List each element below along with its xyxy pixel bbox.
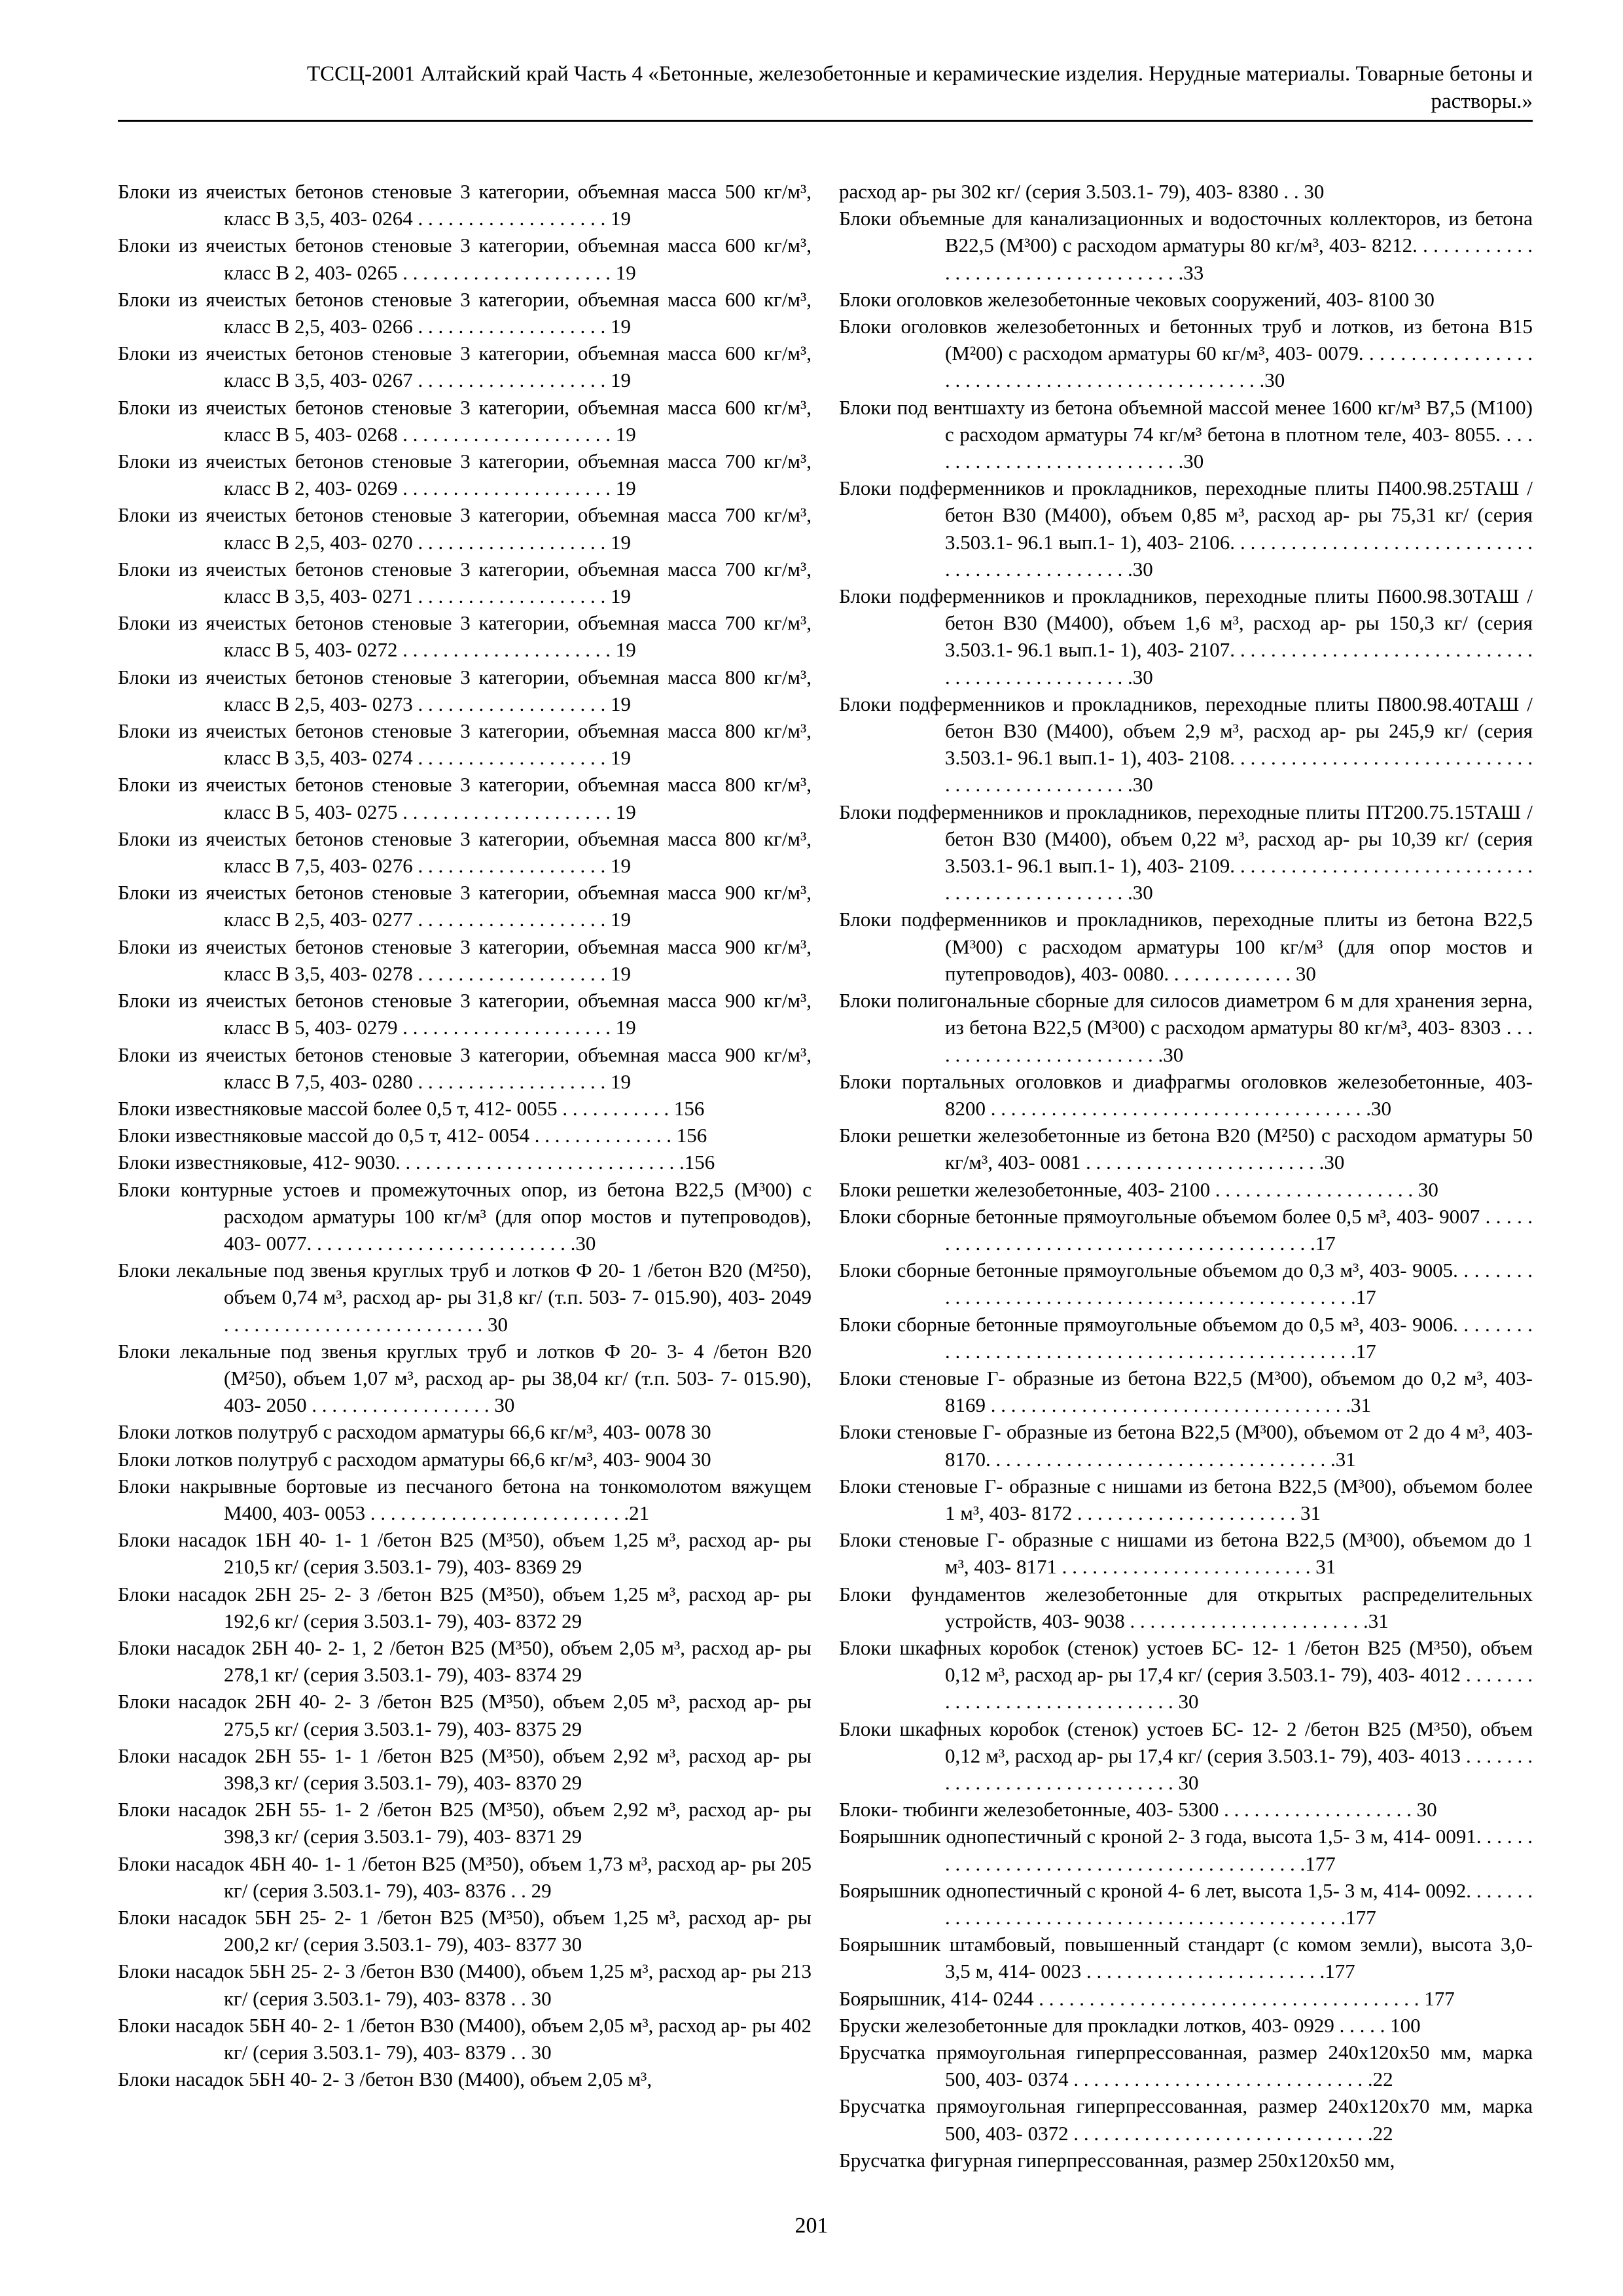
- index-entry: Блоки насадок 1БН 40- 1- 1 /бетон В25 (М³50), объем 1,25 м³, расход ар- ры 210,5 кг/ (серия 3.503.1- 79), 403- 8369 29: [118, 1528, 812, 1579]
- index-entry: Блоки лотков полутруб с расходом арматуры 66,6 кг/м³, 403- 9004 30: [118, 1447, 711, 1471]
- index-entry: Блоки из ячеистых бетонов стеновые 3 категории, объемная масса 600 кг/м³, класс В 3,5, 403- 0267 . . . . . . . . . . . . . . . . . . . 19: [118, 342, 812, 392]
- page-number: 201: [794, 2214, 829, 2238]
- index-entry: Блоки полигональные сборные для силосов диаметром 6 м для хранения зерна, из бетона В22,5 (М³00) с расходом арматуры 80 кг/м³, 403- 8303 . . . . . . . . . . . . . . . . . . . . . . . . .30: [839, 989, 1533, 1066]
- index-entry: Блоки решетки железобетонные из бетона В20 (М²50) с расходом арматуры 50 кг/м³, 403- 0081 . . . . . . . . . . . . . . . . . . . . . . . .30: [839, 1124, 1533, 1174]
- left-column: [118, 178, 812, 2092]
- index-entry: Блоки подферменников и прокладников, переходные плиты П400.98.25ТАШ /бетон В30 (М400), объем 0,85 м³, расход ар- ры 75,31 кг/ (серия 3.503.1- 96.1 вып.1- 1), 403- 2106. . . . . . . . . . . . . . . . . . . . . . . . . . . . . . . . . . . . . . . . . . . . . . . . .30: [839, 476, 1533, 581]
- index-entry: Боярышник, 414- 0244 . . . . . . . . . . . . . . . . . . . . . . . . . . . . . . . . . . . . . . 177: [839, 1986, 1455, 2010]
- index-entry: Блоки оголовков железобетонных и бетонных труб и лотков, из бетона В15 (М²00) с расходом арматуры 60 кг/м³, 403- 0079. . . . . . . . . . . . . . . . . . . . . . . . . . . . . . . . . . . . . . . . . . . . . . . . .30: [839, 315, 1533, 392]
- index-entry: Блоки из ячеистых бетонов стеновые 3 категории, объемная масса 800 кг/м³, класс В 5, 403- 0275 . . . . . . . . . . . . . . . . . . . . . 19: [118, 773, 812, 823]
- running-header-line-1: ТССЦ-2001 Алтайский край Часть 4 «Бетонные, железобетонные и керамические изделия. Нерудные материалы. Товарные бетоны и: [307, 62, 1533, 86]
- index-entry: Блоки шкафных коробок (стенок) устоев БС- 12- 1 /бетон В25 (М³50), объем 0,12 м³, расход ар- ры 17,4 кг/ (серия 3.503.1- 79), 403- 4012 . . . . . . . . . . . . . . . . . . . . . . . . . . . . . . 30: [839, 1636, 1533, 1713]
- right-column: [839, 178, 1533, 2174]
- index-entry: Блоки лотков полутруб с расходом арматуры 66,6 кг/м³, 403- 0078 30: [118, 1420, 711, 1444]
- index-entry: Блоки из ячеистых бетонов стеновые 3 категории, объемная масса 900 кг/м³, класс В 3,5, 403- 0278 . . . . . . . . . . . . . . . . . . . 19: [118, 935, 812, 985]
- index-entry: Блоки насадок 2БН 40- 2- 1, 2 /бетон В25 (М³50), объем 2,05 м³, расход ар- ры 278,1 кг/ (серия 3.503.1- 79), 403- 8374 29: [118, 1636, 812, 1687]
- index-entry: Брусчатка фигурная гиперпрессованная, размер 250х120х50 мм,: [839, 2148, 1395, 2172]
- index-entry: Блоки из ячеистых бетонов стеновые 3 категории, объемная масса 900 кг/м³, класс В 2,5, 403- 0277 . . . . . . . . . . . . . . . . . . . 19: [118, 881, 812, 931]
- index-entry: Блоки насадок 5БН 40- 2- 3 /бетон В30 (М400), объем 2,05 м³,: [118, 2068, 652, 2091]
- index-entry: Блоки- тюбинги железобетонные, 403- 5300 . . . . . . . . . . . . . . . . . . . 30: [839, 1798, 1437, 1821]
- index-entry: Блоки из ячеистых бетонов стеновые 3 категории, объемная масса 800 кг/м³, класс В 3,5, 403- 0274 . . . . . . . . . . . . . . . . . . . 19: [118, 719, 812, 770]
- index-entry: Блоки стеновые Г- образные из бетона В22,5 (М³00), объемом от 2 до 4 м³, 403- 8170. . . . . . . . . . . . . . . . . . . . . . . . . . . . . . . . . . .31: [839, 1420, 1533, 1471]
- index-entry: Блоки из ячеистых бетонов стеновые 3 категории, объемная масса 700 кг/м³, класс В 2, 403- 0269 . . . . . . . . . . . . . . . . . . . . . 19: [118, 450, 812, 500]
- index-entry: Блоки шкафных коробок (стенок) устоев БС- 12- 2 /бетон В25 (М³50), объем 0,12 м³, расход ар- ры 17,4 кг/ (серия 3.503.1- 79), 403- 4013 . . . . . . . . . . . . . . . . . . . . . . . . . . . . . . 30: [839, 1717, 1533, 1794]
- index-entry: Блоки подферменников и прокладников, переходные плиты из бетона В22,5 (М³00) с расходом арматуры 100 кг/м³ (для опор мостов и путепроводов), 403- 0080. . . . . . . . . . . . . 30: [839, 908, 1533, 985]
- index-entry: Блоки оголовков железобетонные чековых сооружений, 403- 8100 30: [839, 287, 1435, 311]
- index-entry: Блоки лекальные под звенья круглых труб и лотков Ф 20- 1 /бетон В20 (М²50), объем 0,74 м³, расход ар- ры 31,8 кг/ (т.п. 503- 7- 015.90), 403- 2049 . . . . . . . . . . . . . . . . . . . . . . . . . . 30: [118, 1259, 812, 1336]
- index-entry: Блоки сборные бетонные прямоугольные объемом до 0,5 м³, 403- 9006. . . . . . . . . . . . . . . . . . . . . . . . . . . . . . . . . . . . . . . . . . . . . . . . .17: [839, 1312, 1533, 1363]
- running-header-line-2: растворы.»: [1431, 90, 1533, 113]
- index-entry: Блоки из ячеистых бетонов стеновые 3 категории, объемная масса 600 кг/м³, класс В 2,5, 403- 0266 . . . . . . . . . . . . . . . . . . . 19: [118, 287, 812, 338]
- index-entry: Блоки стеновые Г- образные с нишами из бетона В22,5 (М³00), объемом более 1 м³, 403- 8172 . . . . . . . . . . . . . . . . . . . . . . 31: [839, 1474, 1533, 1524]
- index-entry: Блоки из ячеистых бетонов стеновые 3 категории, объемная масса 700 кг/м³, класс В 3,5, 403- 0271 . . . . . . . . . . . . . . . . . . . 19: [118, 557, 812, 608]
- running-header: [118, 60, 1533, 115]
- index-entry: Блоки из ячеистых бетонов стеновые 3 категории, объемная масса 900 кг/м³, класс В 5, 403- 0279 . . . . . . . . . . . . . . . . . . . . . 19: [118, 989, 812, 1039]
- header-rule: [118, 120, 1533, 122]
- index-entry: Блоки решетки железобетонные, 403- 2100 . . . . . . . . . . . . . . . . . . . . 30: [839, 1177, 1438, 1201]
- index-entry: Блоки известняковые массой более 0,5 т, 412- 0055 . . . . . . . . . . . 156: [118, 1096, 705, 1120]
- index-entry: Блоки объемные для канализационных и водосточных коллекторов, из бетона В22,5 (М³00) с расходом арматуры 80 кг/м³, 403- 8212. . . . . . . . . . . . . . . . . . . . . . . . . . . . . . . . . . . .33: [839, 207, 1533, 284]
- index-entry: Бруски железобетонные для прокладки лотков, 403- 0929 . . . . . 100: [839, 2013, 1421, 2037]
- index-entry: Блоки насадок 2БН 55- 1- 2 /бетон В25 (М³50), объем 2,92 м³, расход ар- ры 398,3 кг/ (серия 3.503.1- 79), 403- 8371 29: [118, 1798, 812, 1848]
- index-entry: Блоки насадок 2БН 25- 2- 3 /бетон В25 (М³50), объем 1,25 м³, расход ар- ры 192,6 кг/ (серия 3.503.1- 79), 403- 8372 29: [118, 1582, 812, 1632]
- index-entry: Блоки из ячеистых бетонов стеновые 3 категории, объемная масса 500 кг/м³, класс В 3,5, 403- 0264 . . . . . . . . . . . . . . . . . . . 19: [118, 180, 812, 230]
- index-entry: Блоки насадок 2БН 40- 2- 3 /бетон В25 (М³50), объем 2,05 м³, расход ар- ры 275,5 кг/ (серия 3.503.1- 79), 403- 8375 29: [118, 1690, 812, 1740]
- index-entry: Блоки из ячеистых бетонов стеновые 3 категории, объемная масса 600 кг/м³, класс В 2, 403- 0265 . . . . . . . . . . . . . . . . . . . . . 19: [118, 234, 812, 284]
- index-entry: Блоки из ячеистых бетонов стеновые 3 категории, объемная масса 600 кг/м³, класс В 5, 403- 0268 . . . . . . . . . . . . . . . . . . . . . 19: [118, 395, 812, 446]
- index-entry: Блоки насадок 4БН 40- 1- 1 /бетон В25 (М³50), объем 1,73 м³, расход ар- ры 205 кг/ (серия 3.503.1- 79), 403- 8376 . . 29: [118, 1852, 812, 1902]
- index-entry: Блоки лекальные под звенья круглых труб и лотков Ф 20- 3- 4 /бетон В20 (М²50), объем 1,07 м³, расход ар- ры 38,04 кг/ (т.п. 503- 7- 015.90), 403- 2050 . . . . . . . . . . . . . . . . . . 30: [118, 1339, 812, 1417]
- index-entry: Блоки из ячеистых бетонов стеновые 3 категории, объемная масса 800 кг/м³, класс В 7,5, 403- 0276 . . . . . . . . . . . . . . . . . . . 19: [118, 827, 812, 878]
- index-entry: Блоки сборные бетонные прямоугольные объемом до 0,3 м³, 403- 9005. . . . . . . . . . . . . . . . . . . . . . . . . . . . . . . . . . . . . . . . . . . . . . . . .17: [839, 1259, 1533, 1309]
- index-entry: Блоки накрывные бортовые из песчаного бетона на тонкомолотом вяжущем М400, 403- 0053 . . . . . . . . . . . . . . . . . . . . . . . . . .21: [118, 1474, 812, 1524]
- index-entry: Блоки из ячеистых бетонов стеновые 3 категории, объемная масса 800 кг/м³, класс В 2,5, 403- 0273 . . . . . . . . . . . . . . . . . . . 19: [118, 665, 812, 715]
- index-entry: Блоки контурные устоев и промежуточных опор, из бетона В22,5 (М³00) с расходом арматуры 100 кг/м³ (для опор мостов и путепроводов), 403- 0077. . . . . . . . . . . . . . . . . . . . . . . . . . .30: [118, 1177, 812, 1255]
- index-entry: Блоки стеновые Г- образные с нишами из бетона В22,5 (М³00), объемом до 1 м³, 403- 8171 . . . . . . . . . . . . . . . . . . . . . . . . . 31: [839, 1528, 1533, 1579]
- index-entry: Блоки под вентшахту из бетона объемной массой менее 1600 кг/м³ В7,5 (М100) с расходом арматуры 74 кг/м³ бетона в плотном теле, 403- 8055. . . . . . . . . . . . . . . . . . . . . . . . . . . .30: [839, 395, 1533, 473]
- index-entry: Блоки известняковые, 412- 9030. . . . . . . . . . . . . . . . . . . . . . . . . . . . .156: [118, 1151, 715, 1174]
- index-entry: Блоки насадок 5БН 25- 2- 1 /бетон В25 (М³50), объем 1,25 м³, расход ар- ры 200,2 кг/ (серия 3.503.1- 79), 403- 8377 30: [118, 1906, 812, 1956]
- index-entry: Блоки известняковые массой до 0,5 т, 412- 0054 . . . . . . . . . . . . . . 156: [118, 1124, 707, 1147]
- index-entry: Блоки стеновые Г- образные из бетона В22,5 (М³00), объемом до 0,2 м³, 403- 8169 . . . . . . . . . . . . . . . . . . . . . . . . . . . . . . . . . . . .31: [839, 1366, 1533, 1417]
- index-entry: Брусчатка прямоугольная гиперпрессованная, размер 240х120х50 мм, марка 500, 403- 0374 . . . . . . . . . . . . . . . . . . . . . . . . . . . . . .22: [839, 2041, 1533, 2091]
- index-entry: Блоки насадок 5БН 25- 2- 3 /бетон В30 (М400), объем 1,25 м³, расход ар- ры 213 кг/ (серия 3.503.1- 79), 403- 8378 . . 30: [118, 1960, 812, 2010]
- index-entry: Блоки портальных оголовков и диафрагмы оголовков железобетонные, 403- 8200 . . . . . . . . . . . . . . . . . . . . . . . . . . . . . . . . . . . . . .30: [839, 1069, 1533, 1120]
- index-entry: Блоки насадок 5БН 40- 2- 1 /бетон В30 (М400), объем 2,05 м³, расход ар- ры 402 кг/ (серия 3.503.1- 79), 403- 8379 . . 30: [118, 2013, 812, 2064]
- index-entry: расход ар- ры 302 кг/ (серия 3.503.1- 79), 403- 8380 . . 30: [839, 180, 1325, 203]
- index-entry: Блоки фундаментов железобетонные для открытых распределительных устройств, 403- 9038 . . . . . . . . . . . . . . . . . . . . . . . .31: [839, 1582, 1533, 1632]
- index-entry: Боярышник однопестичный с кроной 2- 3 года, высота 1,5- 3 м, 414- 0091. . . . . . . . . . . . . . . . . . . . . . . . . . . . . . . . . . . . . . . . . .177: [839, 1825, 1533, 1875]
- index-entry: Блоки из ячеистых бетонов стеновые 3 категории, объемная масса 700 кг/м³, класс В 5, 403- 0272 . . . . . . . . . . . . . . . . . . . . . 19: [118, 611, 812, 662]
- index-entry: Блоки подферменников и прокладников, переходные плиты ПТ200.75.15ТАШ /бетон В30 (М400), объем 0,22 м³, расход ар- ры 10,39 кг/ (серия 3.503.1- 96.1 вып.1- 1), 403- 2109. . . . . . . . . . . . . . . . . . . . . . . . . . . . . . . . . . . . . . . . . . . . . . . . .30: [839, 800, 1533, 905]
- index-entry: Блоки из ячеистых бетонов стеновые 3 категории, объемная масса 900 кг/м³, класс В 7,5, 403- 0280 . . . . . . . . . . . . . . . . . . . 19: [118, 1043, 812, 1093]
- index-entry: Брусчатка прямоугольная гиперпрессованная, размер 240х120х70 мм, марка 500, 403- 0372 . . . . . . . . . . . . . . . . . . . . . . . . . . . . . .22: [839, 2094, 1533, 2145]
- index-entry: Блоки подферменников и прокладников, переходные плиты П800.98.40ТАШ /бетон В30 (М400), объем 2,9 м³, расход ар- ры 245,9 кг/ (серия 3.503.1- 96.1 вып.1- 1), 403- 2108. . . . . . . . . . . . . . . . . . . . . . . . . . . . . . . . . . . . . . . . . . . . . . . . .30: [839, 692, 1533, 797]
- index-entry: Блоки насадок 2БН 55- 1- 1 /бетон В25 (М³50), объем 2,92 м³, расход ар- ры 398,3 кг/ (серия 3.503.1- 79), 403- 8370 29: [118, 1744, 812, 1794]
- index-entry: Блоки сборные бетонные прямоугольные объемом более 0,5 м³, 403- 9007 . . . . . . . . . . . . . . . . . . . . . . . . . . . . . . . . . . . . . . . . . .17: [839, 1204, 1533, 1255]
- index-entry: Боярышник штамбовый, повышенный стандарт (с комом земли), высота 3,0- 3,5 м, 414- 0023 . . . . . . . . . . . . . . . . . . . . . . . .177: [839, 1933, 1533, 1983]
- index-entry: Блоки подферменников и прокладников, переходные плиты П600.98.30ТАШ /бетон В30 (М400), объем 1,6 м³, расход ар- ры 150,3 кг/ (серия 3.503.1- 96.1 вып.1- 1), 403- 2107. . . . . . . . . . . . . . . . . . . . . . . . . . . . . . . . . . . . . . . . . . . . . . . . .30: [839, 584, 1533, 689]
- index-entry: Боярышник однопестичный с кроной 4- 6 лет, высота 1,5- 3 м, 414- 0092. . . . . . . . . . . . . . . . . . . . . . . . . . . . . . . . . . . . . . . . . . . . . . .177: [839, 1878, 1533, 1929]
- index-entry: Блоки из ячеистых бетонов стеновые 3 категории, объемная масса 700 кг/м³, класс В 2,5, 403- 0270 . . . . . . . . . . . . . . . . . . . 19: [118, 503, 812, 554]
